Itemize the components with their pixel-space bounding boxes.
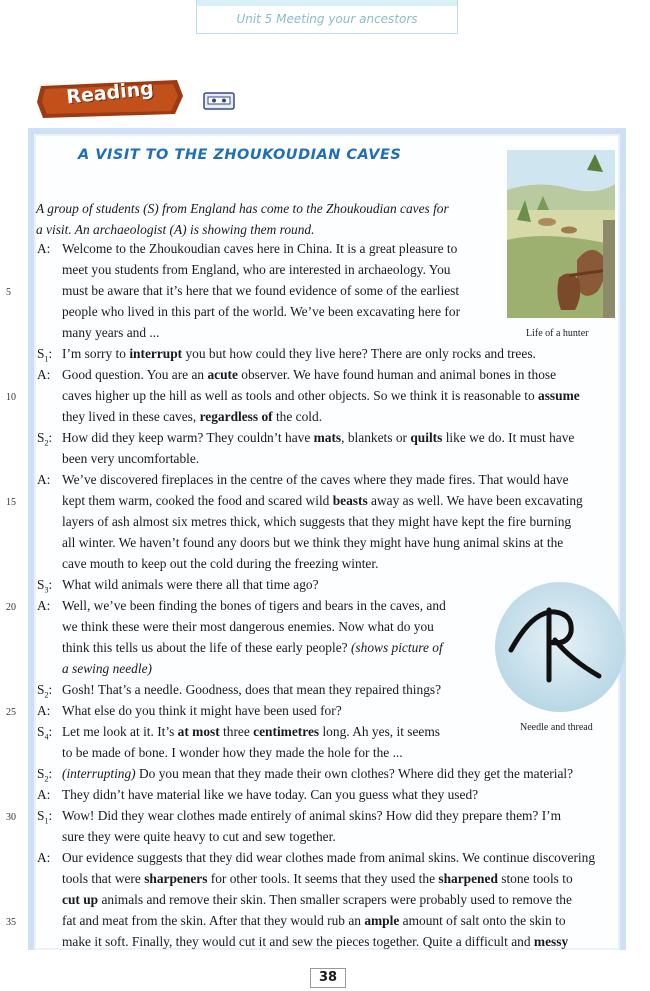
audio-tape-icon[interactable]: [203, 92, 235, 110]
dialogue-line: a sewing needle): [62, 661, 152, 676]
speaker-label: $S_2$:: [37, 682, 53, 700]
speaker-label: A:: [37, 241, 51, 256]
intro-line-2: a visit. An archaeologist (A) is showing them round.: [36, 222, 315, 237]
dialogue-line: tools that were sharpeners for other tools. It seems that they used the sharpened stone tools to: [62, 871, 573, 886]
dialogue-line: many years and ...: [62, 325, 160, 340]
line-number: 10: [6, 392, 16, 403]
dialogue-line: think this tells us about the life of these early people? (shows picture of: [62, 640, 443, 655]
dialogue-line: to be made of bone. I wonder how they made the hole for the ...: [62, 745, 403, 760]
speaker-label: A:: [37, 703, 51, 718]
dialogue-line: Our evidence suggests that they did wear clothes made from animal skins. We continue discovering: [62, 850, 596, 865]
speaker-label: A:: [37, 367, 51, 382]
dialogue-line: kept them warm, cooked the food and scared wild beasts away as well. We have been excavating: [62, 493, 583, 508]
dialogue-line: layers of ash almost six metres thick, which suggests that they might have kept the fire burning: [62, 514, 572, 529]
speaker-label: $S_4$:: [37, 724, 53, 742]
dialogue-line: been very uncomfortable.: [62, 451, 200, 466]
speaker-label: A:: [37, 472, 51, 487]
section-label: Reading: [65, 77, 155, 109]
dialogue-line: we think these were their most dangerous enemies. Now what do you: [62, 619, 434, 634]
speaker-label: A:: [37, 850, 51, 865]
header-stripe: [197, 0, 457, 6]
dialogue-line: Wow! Did they wear clothes made entirely of animal skins? How did they prepare them? I’m: [62, 808, 562, 823]
dialogue-line: meet you students from England, who are interested in archaeology. You: [62, 262, 451, 277]
speaker-label: $S_2$:: [37, 430, 53, 448]
line-number: 35: [6, 917, 16, 928]
line-number: 20: [6, 602, 16, 613]
reading-banner: [37, 78, 183, 118]
dialogue-line: I’m sorry to interrupt you but how could they live here? There are only rocks and trees.: [62, 346, 536, 361]
dialogue-line: must be aware that it’s here that we found evidence of some of the earliest: [62, 283, 460, 298]
passage-title: A VISIT TO THE ZHOUKOUDIAN CAVES: [78, 147, 402, 163]
dialogue-line: Let me look at it. It’s at most three centimetres long. Ah yes, it seems: [62, 724, 440, 739]
dialogue-line: fat and meat from the skin. After that they would rub an ample amount of salt onto the skin to: [62, 913, 566, 928]
dialogue-line: Welcome to the Zhoukoudian caves here in China. It is a great pleasure to: [62, 241, 458, 256]
page-number: 38: [310, 968, 346, 988]
speaker-label: $S_1$:: [37, 808, 53, 826]
dialogue-line: What else do you think it might have been used for?: [62, 703, 342, 718]
speaker-label: $S_1$:: [37, 346, 53, 364]
unit-header: [196, 0, 458, 34]
dialogue-line: They didn’t have material like we have today. Can you guess what they used?: [62, 787, 479, 802]
dialogue-line: all winter. We haven’t found any doors but we think they might have hung animal skins at the: [62, 535, 564, 550]
needle-caption: Needle and thread: [520, 722, 593, 733]
dialogue-line: cut up animals and remove their skin. Then smaller scrapers were probably used to remove the: [62, 892, 572, 907]
dialogue-line: they lived in these caves, regardless of the cold.: [62, 409, 323, 424]
unit-title: Unit 5 Meeting your ancestors: [236, 12, 418, 26]
intro-line-1: A group of students (S) from England has come to the Zhoukoudian caves for: [36, 201, 449, 216]
needle-illustration: [493, 580, 627, 714]
hunter-illustration: [507, 150, 615, 318]
dialogue-line: people who lived in this part of the world. We’ve been excavating here for: [62, 304, 461, 319]
dialogue-line: make it soft. Finally, they would cut it and sew the pieces together. Quite a difficult and messy: [62, 934, 569, 949]
dialogue-line: Gosh! That’s a needle. Goodness, does that mean they repaired things?: [62, 682, 442, 697]
dialogue-line: How did they keep warm? They couldn’t have mats, blankets or quilts like we do. It must have: [62, 430, 575, 445]
speaker-label: A:: [37, 598, 51, 613]
line-number: 5: [6, 287, 11, 298]
hunter-caption: Life of a hunter: [526, 328, 589, 339]
dialogue-line: Good question. You are an acute observer. We have found human and animal bones in those: [62, 367, 557, 382]
dialogue-line: Well, we’ve been finding the bones of tigers and bears in the caves, and: [62, 598, 446, 613]
dialogue-line: We’ve discovered fireplaces in the centre of the caves where they made fires. That would have: [62, 472, 569, 487]
line-number: 30: [6, 812, 16, 823]
dialogue-line: sure they were quite heavy to cut and sew together.: [62, 829, 336, 844]
line-number: 25: [6, 707, 16, 718]
dialogue-line: (interrupting) Do you mean that they made their own clothes? Where did they get the material?: [62, 766, 574, 781]
speaker-label: $S_2$:: [37, 766, 53, 784]
speaker-label: $S_3$:: [37, 577, 53, 595]
dialogue-line: cave mouth to keep out the cold during the freezing winter.: [62, 556, 379, 571]
dialogue-line: What wild animals were there all that time ago?: [62, 577, 319, 592]
speaker-label: A:: [37, 787, 51, 802]
line-number: 15: [6, 497, 16, 508]
dialogue-line: caves higher up the hill as well as tools and other objects. So we think it is reasonable to assume: [62, 388, 580, 403]
